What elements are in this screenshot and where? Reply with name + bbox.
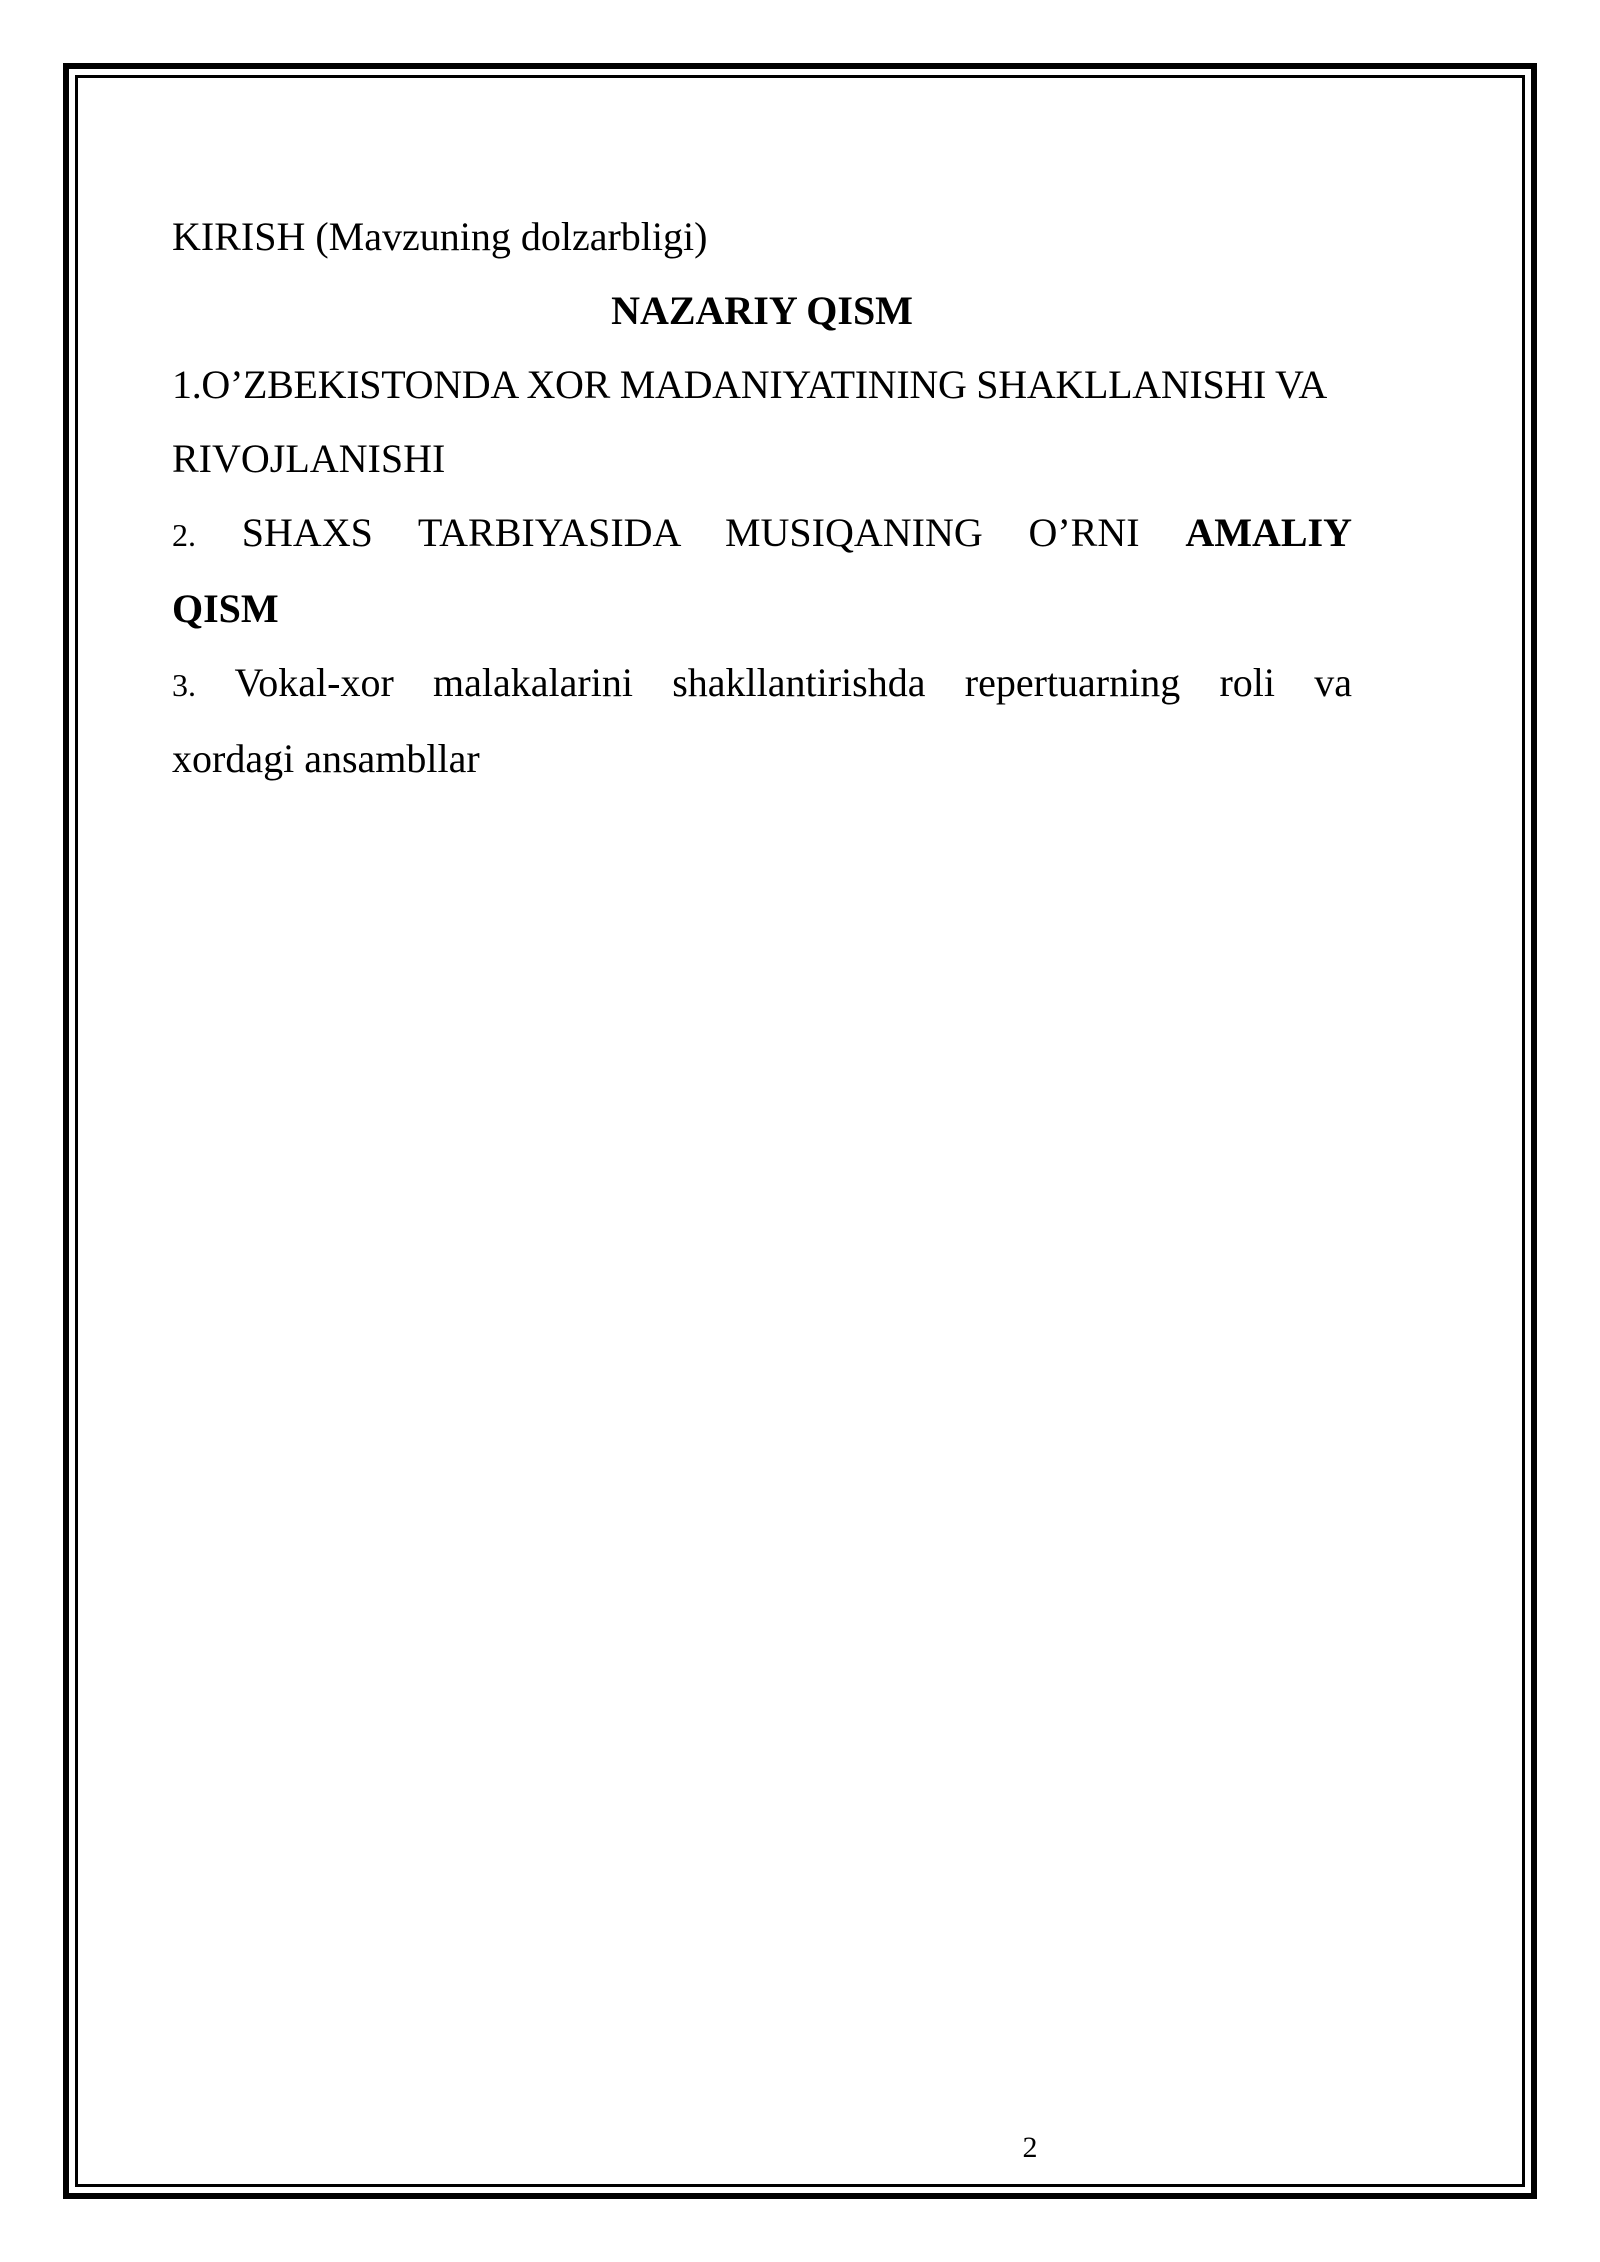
item3-number: 3.	[172, 667, 196, 703]
item2-number: 2.	[172, 517, 196, 553]
item1-line1: 1.O’ZBEKISTONDA XOR MADANIYATINING SHAKLLANISHI VA	[172, 362, 1328, 407]
item3-line1: Vokal-xor malakalarini shakllantirishda repertuarning roli va	[234, 660, 1353, 705]
item3-line2: xordagi ansambllar	[172, 736, 480, 781]
item2-entry	[172, 496, 1352, 572]
intro-entry: KIRISH (Mavzuning dolzarbligi)	[172, 214, 708, 259]
theory-heading: NAZARIY QISM	[611, 288, 913, 333]
item3-entry	[172, 646, 1352, 722]
item2-text: SHAXS TARBIYASIDA MUSIQANING O’RNI	[241, 510, 1140, 555]
item1-line2: RIVOJLANISHI	[172, 436, 446, 481]
practice-heading-part2: QISM	[172, 586, 279, 631]
page-number: 2	[1022, 2131, 1038, 2164]
table-of-contents	[172, 200, 1352, 796]
practice-heading-part1: AMALIY	[1185, 510, 1352, 555]
